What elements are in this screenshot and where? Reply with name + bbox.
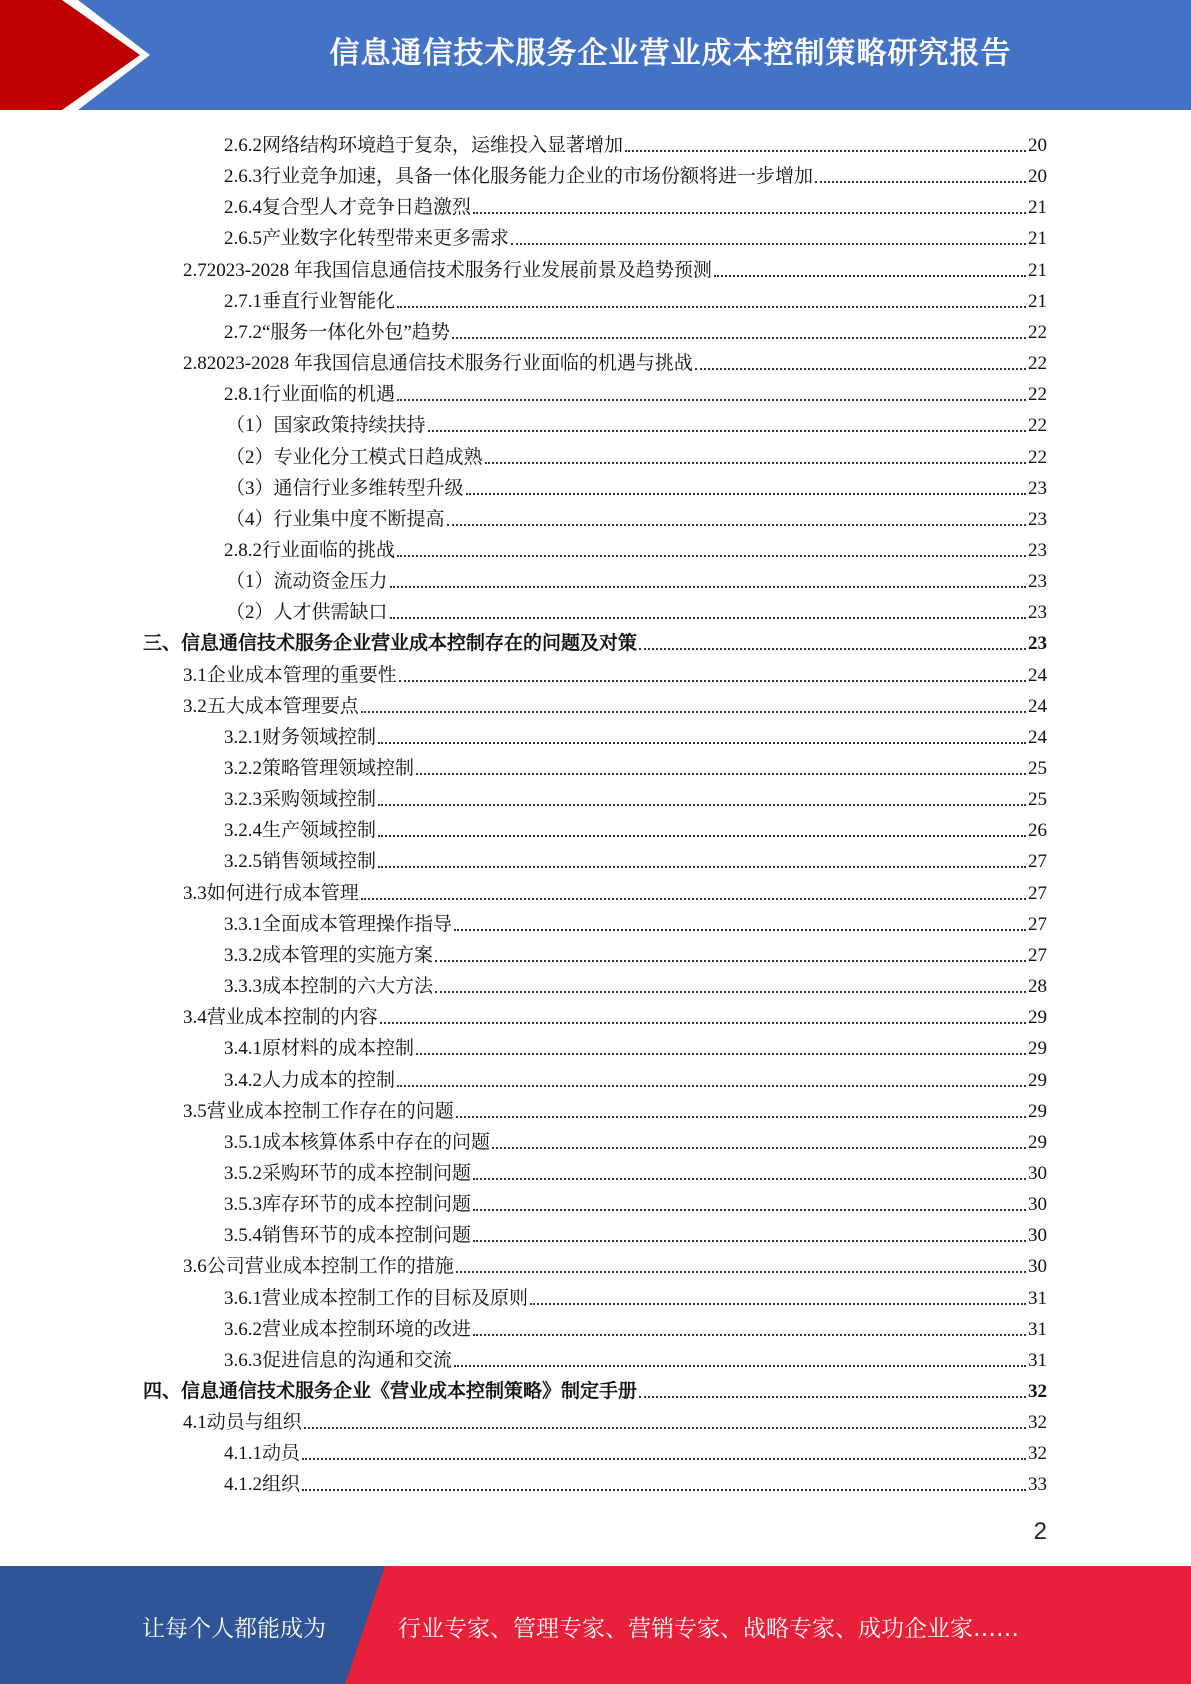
toc-dot-leader <box>530 1302 1026 1305</box>
toc-dot-leader <box>473 211 1026 214</box>
toc-entry-title: 成本管理的实施方案 <box>262 944 434 966</box>
toc-entry[interactable] <box>226 594 1047 625</box>
toc-entry-page: 27 <box>1028 851 1047 873</box>
header-arrow-icon <box>0 0 160 110</box>
toc-entry-title: 2023-2028 年我国信息通信技术服务行业发展前景及趋势预测 <box>206 259 712 281</box>
toc-entry-title: 营业成本控制工作存在的问题 <box>206 1100 454 1122</box>
toc-entry-number: 4.1.1 <box>224 1443 262 1465</box>
toc-entry-number: 2.8.1 <box>224 384 262 406</box>
toc-dot-leader <box>473 1208 1026 1211</box>
toc-entry-title: 企业成本管理的重要性 <box>206 664 397 686</box>
toc-dot-leader <box>454 928 1026 931</box>
toc-entry-title: 五大成本管理要点 <box>206 695 359 717</box>
toc-entry-title: 专业化分工模式日趋成熟 <box>273 446 483 468</box>
toc-dot-leader <box>485 461 1026 464</box>
toc-entry[interactable] <box>183 1404 1047 1435</box>
toc-entry-title: 垂直行业智能化 <box>262 290 396 312</box>
toc-entry-page: 23 <box>1028 539 1047 561</box>
toc-entry-title: 动员 <box>262 1443 301 1465</box>
page-footer <box>0 1566 1191 1684</box>
toc-dot-leader <box>714 274 1026 277</box>
toc-entry-title: 公司营业成本控制工作的措施 <box>206 1256 454 1278</box>
toc-entry[interactable] <box>183 252 1047 283</box>
toc-dot-leader <box>639 647 1026 650</box>
toc-entry-title: 人才供需缺口 <box>273 602 388 624</box>
toc-entry-page: 22 <box>1028 446 1047 468</box>
toc-entry-title: 营业成本控制环境的改进 <box>262 1318 472 1340</box>
page-header <box>0 0 1191 110</box>
toc-entry-number: 4.1.2 <box>224 1474 262 1496</box>
toc-dot-leader <box>378 741 1026 744</box>
toc-entry-number: 2.7 <box>183 259 207 281</box>
toc-entry-title: 财务领域控制 <box>262 726 377 748</box>
toc-dot-leader <box>302 1488 1026 1491</box>
toc-entry-title: 国家政策持续扶持 <box>273 415 426 437</box>
toc-entry-number: 3.5.4 <box>224 1225 262 1247</box>
toc-entry-number: 3.2.2 <box>224 758 262 779</box>
toc-entry-number: 3.3.3 <box>224 976 262 998</box>
toc-entry-page: 23 <box>1028 571 1047 593</box>
toc-entry-number: 4.1 <box>183 1412 207 1434</box>
toc-entry[interactable] <box>224 1280 1047 1311</box>
toc-entry-page: 22 <box>1028 415 1047 437</box>
toc-dot-leader <box>454 1364 1026 1367</box>
report-title: 信息通信技术服务企业营业成本控制策略研究报告 <box>329 36 1012 71</box>
toc-dot-leader <box>452 336 1026 339</box>
toc-entry-page: 28 <box>1028 976 1047 998</box>
toc-entry-title: 产业数字化转型带来更多需求 <box>262 228 510 250</box>
toc-dot-leader <box>397 398 1026 401</box>
toc-entry-title: 营业成本控制的内容 <box>206 1007 378 1029</box>
toc-entry-number: （2） <box>226 602 274 624</box>
toc-entry[interactable] <box>224 719 1047 750</box>
toc-entry-title: 生产领域控制 <box>262 820 377 842</box>
toc-entry-title: 通信行业多维转型升级 <box>273 477 464 499</box>
toc-entry-page: 27 <box>1028 913 1047 935</box>
toc-entry-title: 人力成本的控制 <box>262 1069 396 1091</box>
toc-dot-leader <box>361 710 1026 713</box>
toc-entry[interactable] <box>143 625 1047 656</box>
toc-entry-page: 21 <box>1028 228 1047 250</box>
footer-slogan-right: 行业专家、管理专家、营销专家、战略专家、成功企业家…… <box>398 1616 1019 1642</box>
toc-entry-page: 30 <box>1028 1162 1047 1184</box>
toc-entry-title: 2023-2028 年我国信息通信技术服务行业面临的机遇与挑战 <box>206 353 693 375</box>
toc-entry-page: 24 <box>1028 695 1047 717</box>
toc-entry-page: 23 <box>1028 633 1047 655</box>
toc-entry-page: 23 <box>1028 477 1047 499</box>
toc-entry-number: 3.1 <box>183 664 207 686</box>
toc-entry-number: 2.8.2 <box>224 539 262 561</box>
toc-entry[interactable] <box>224 1155 1047 1186</box>
toc-entry-page: 31 <box>1028 1287 1047 1309</box>
toc-entry-title: 流动资金压力 <box>273 571 388 593</box>
toc-entry-page: 22 <box>1028 384 1047 406</box>
toc-dot-leader <box>304 1426 1026 1429</box>
toc-entry-number: 四、 <box>143 1381 182 1402</box>
toc-entry-page: 22 <box>1028 321 1047 343</box>
toc-entry-number: 2.6.5 <box>224 228 262 250</box>
toc-entry-number: （2） <box>226 446 274 468</box>
toc-entry[interactable] <box>226 563 1047 594</box>
toc-entry-number: 3.2 <box>183 695 207 717</box>
toc-entry-title: 行业面临的机遇 <box>262 384 396 406</box>
toc-entry[interactable] <box>224 127 1047 158</box>
toc-entry-title: 成本核算体系中存在的问题 <box>262 1131 491 1153</box>
toc-entry-title: 组织 <box>262 1474 301 1496</box>
toc-entry[interactable] <box>226 501 1047 532</box>
toc-entry-title: 采购环节的成本控制问题 <box>262 1162 472 1184</box>
toc-entry-title: 全面成本管理操作指导 <box>262 913 453 935</box>
toc-entry-number: （1） <box>226 415 274 437</box>
toc-entry-title: 成本控制的六大方法 <box>262 976 434 998</box>
toc-dot-leader <box>397 305 1026 308</box>
toc-entry-page: 29 <box>1028 1100 1047 1122</box>
toc-entry-number: 3.2.5 <box>224 851 262 873</box>
footer-slogan-left: 让每个人都能成为 <box>142 1616 326 1642</box>
toc-entry-page: 32 <box>1028 1381 1047 1402</box>
toc-entry-number: 3.2.4 <box>224 820 262 842</box>
toc-entry-number: 2.6.2 <box>224 135 262 156</box>
toc-entry-page: 30 <box>1028 1225 1047 1247</box>
toc-dot-leader <box>390 585 1026 588</box>
toc-entry[interactable] <box>143 1373 1047 1404</box>
toc-entry-title: 网络结构环境趋于复杂，运维投入显著增加 <box>262 135 624 156</box>
toc-entry[interactable] <box>224 906 1047 937</box>
toc-entry-number: （3） <box>226 477 274 499</box>
toc-entry-page: 23 <box>1028 602 1047 624</box>
toc-entry[interactable] <box>183 875 1047 906</box>
toc-entry[interactable] <box>224 750 1047 781</box>
toc-entry[interactable] <box>183 657 1047 688</box>
toc-entry-page: 29 <box>1028 1007 1047 1029</box>
toc-entry[interactable] <box>183 999 1047 1030</box>
toc-entry-page: 25 <box>1028 758 1047 779</box>
toc-entry[interactable] <box>224 781 1047 812</box>
toc-dot-leader <box>380 1021 1026 1024</box>
toc-entry-page: 24 <box>1028 664 1047 686</box>
toc-dot-leader <box>815 180 1026 183</box>
toc-dot-leader <box>473 1239 1026 1242</box>
toc-entry[interactable] <box>226 407 1047 438</box>
toc-dot-leader <box>390 616 1026 619</box>
toc-entry-title: 原材料的成本控制 <box>262 1038 415 1060</box>
toc-entry-number: （4） <box>226 508 274 530</box>
toc-entry-number: 3.3.2 <box>224 944 262 966</box>
toc-entry[interactable] <box>224 1435 1047 1466</box>
toc-entry-number: 3.6.3 <box>224 1349 262 1371</box>
toc-dot-leader <box>473 1333 1026 1336</box>
toc-entry-number: 3.2.1 <box>224 726 262 748</box>
toc-dot-leader <box>416 772 1026 775</box>
toc-dot-leader <box>378 834 1026 837</box>
toc-dot-leader <box>466 492 1026 495</box>
toc-entry-number: 3.4 <box>183 1007 207 1029</box>
toc-entry-page: 33 <box>1028 1474 1047 1496</box>
toc-entry[interactable] <box>224 1030 1047 1061</box>
toc-entry[interactable] <box>224 1342 1047 1373</box>
toc-dot-leader <box>399 679 1026 682</box>
toc-dot-leader <box>511 242 1026 245</box>
toc-dot-leader <box>435 990 1026 993</box>
toc-dot-leader <box>361 897 1026 900</box>
toc-dot-leader <box>435 959 1026 962</box>
toc-entry-page: 32 <box>1028 1412 1047 1434</box>
toc-entry[interactable] <box>183 688 1047 719</box>
toc-entry-title: 销售领域控制 <box>262 851 377 873</box>
toc-entry-title: 复合型人才竞争日趋激烈 <box>262 197 472 219</box>
toc-entry-number: 3.5.2 <box>224 1162 262 1184</box>
toc-dot-leader <box>397 554 1026 557</box>
toc-dot-leader <box>625 149 1026 152</box>
toc-entry-page: 21 <box>1028 197 1047 219</box>
toc-entry[interactable] <box>224 283 1047 314</box>
toc-entry-number: 2.6.4 <box>224 197 262 219</box>
toc-dot-leader <box>378 803 1026 806</box>
toc-entry-page: 20 <box>1028 135 1047 156</box>
toc-entry-title: “服务一体化外包”趋势 <box>262 321 450 343</box>
toc-entry-number: 3.5.1 <box>224 1131 262 1153</box>
toc-dot-leader <box>397 1084 1026 1087</box>
toc-entry-title: 如何进行成本管理 <box>206 882 359 904</box>
toc-dot-leader <box>428 429 1026 432</box>
toc-entry[interactable] <box>224 968 1047 999</box>
toc-entry[interactable] <box>224 1311 1047 1342</box>
toc-dot-leader <box>378 865 1026 868</box>
toc-entry-number: 3.4.2 <box>224 1069 262 1091</box>
toc-entry-page: 27 <box>1028 882 1047 904</box>
toc-entry-page: 24 <box>1028 726 1047 748</box>
toc-entry-number: （1） <box>226 571 274 593</box>
toc-entry[interactable] <box>224 532 1047 563</box>
toc-entry-number: 3.5 <box>183 1100 207 1122</box>
toc-dot-leader <box>695 367 1026 370</box>
toc-entry[interactable] <box>224 220 1047 251</box>
toc-entry[interactable] <box>224 314 1047 345</box>
toc-dot-leader <box>447 523 1026 526</box>
toc-entry-title: 销售环节的成本控制问题 <box>262 1225 472 1247</box>
toc-entry-page: 26 <box>1028 820 1047 842</box>
toc-entry[interactable] <box>224 812 1047 843</box>
toc-entry[interactable] <box>224 1466 1047 1497</box>
toc-entry[interactable] <box>224 1124 1047 1155</box>
toc-entry[interactable] <box>224 376 1047 407</box>
toc-entry[interactable] <box>224 843 1047 874</box>
toc-entry-page: 32 <box>1028 1443 1047 1465</box>
toc-entry-title: 行业竞争加速，具备一体化服务能力企业的市场份额将进一步增加 <box>262 166 814 188</box>
toc-entry-number: 2.8 <box>183 353 207 375</box>
toc-dot-leader <box>473 1177 1026 1180</box>
toc-dot-leader <box>492 1146 1026 1149</box>
toc-entry-title: 行业集中度不断提高 <box>273 508 445 530</box>
toc-entry-title: 采购领域控制 <box>262 789 377 811</box>
toc-entry-number: 3.3.1 <box>224 913 262 935</box>
toc-entry-number: 3.4.1 <box>224 1038 262 1060</box>
toc-entry-title: 行业面临的挑战 <box>262 539 396 561</box>
toc-entry[interactable] <box>183 1093 1047 1124</box>
toc-entry-title: 促进信息的沟通和交流 <box>262 1349 453 1371</box>
toc-entry-number: 三、 <box>143 633 182 655</box>
toc-entry-page: 30 <box>1028 1194 1047 1216</box>
toc-dot-leader <box>456 1270 1026 1273</box>
toc-entry-page: 20 <box>1028 166 1047 188</box>
toc-entry-page: 25 <box>1028 789 1047 811</box>
toc-entry-page: 29 <box>1028 1038 1047 1060</box>
toc-entry[interactable] <box>224 937 1047 968</box>
toc-entry-number: 2.7.2 <box>224 321 262 343</box>
toc-entry-page: 21 <box>1028 290 1047 312</box>
toc-entry[interactable] <box>224 1186 1047 1217</box>
toc-entry[interactable] <box>224 158 1047 189</box>
toc-entry-number: 3.2.3 <box>224 789 262 811</box>
toc-entry-title: 信息通信技术服务企业营业成本控制存在的问题及对策 <box>181 633 638 655</box>
toc-entry-number: 3.6 <box>183 1256 207 1278</box>
toc-entry[interactable] <box>224 189 1047 220</box>
toc-entry[interactable] <box>183 345 1047 376</box>
toc-entry-page: 31 <box>1028 1349 1047 1371</box>
toc-entry-title: 营业成本控制工作的目标及原则 <box>262 1287 529 1309</box>
toc-entry-number: 3.6.2 <box>224 1318 262 1340</box>
toc-entry-page: 29 <box>1028 1131 1047 1153</box>
toc-entry[interactable] <box>183 1248 1047 1279</box>
toc-dot-leader <box>456 1115 1026 1118</box>
toc-entry-number: 2.7.1 <box>224 290 262 312</box>
toc-entry[interactable] <box>224 1062 1047 1093</box>
toc-entry-title: 库存环节的成本控制问题 <box>262 1194 472 1216</box>
toc-entry-page: 29 <box>1028 1069 1047 1091</box>
toc-entry-page: 27 <box>1028 944 1047 966</box>
toc-entry-page: 23 <box>1028 508 1047 530</box>
toc-entry-page: 30 <box>1028 1256 1047 1278</box>
toc-entry-title: 动员与组织 <box>206 1412 302 1434</box>
toc-dot-leader <box>302 1457 1026 1460</box>
toc-dot-leader <box>416 1052 1026 1055</box>
toc-dot-leader <box>639 1395 1026 1398</box>
toc-entry-title: 信息通信技术服务企业《营业成本控制策略》制定手册 <box>181 1381 638 1402</box>
toc-entry[interactable] <box>226 470 1047 501</box>
toc-entry[interactable] <box>226 439 1047 470</box>
page-number: 2 <box>1033 1518 1047 1545</box>
toc-entry-title: 策略管理领域控制 <box>262 758 415 779</box>
toc-entry-number: 3.6.1 <box>224 1287 262 1309</box>
toc-entry-number: 2.6.3 <box>224 166 262 188</box>
toc-entry-page: 22 <box>1028 353 1047 375</box>
toc-entry-number: 3.3 <box>183 882 207 904</box>
toc-entry-page: 31 <box>1028 1318 1047 1340</box>
toc-entry-number: 3.5.3 <box>224 1194 262 1216</box>
toc-entry[interactable] <box>224 1217 1047 1248</box>
toc-entry-page: 21 <box>1028 259 1047 281</box>
